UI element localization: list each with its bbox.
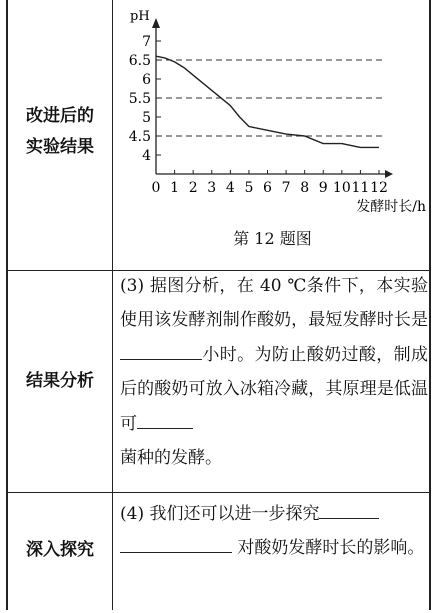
x-tick-label: 9 — [318, 180, 328, 196]
explore-paragraph — [120, 497, 428, 566]
answer-blank-4[interactable] — [120, 534, 232, 554]
results-label-line2: 实验结果 — [26, 137, 94, 157]
x-tick-label: 8 — [300, 180, 310, 196]
y-axis-arrow — [152, 18, 160, 28]
explore-label: 深入探究 — [26, 540, 94, 560]
row-divider — [8, 492, 429, 493]
x-tick-label: 5 — [244, 180, 254, 196]
answer-blank-2[interactable] — [137, 409, 193, 429]
ph-chart — [112, 0, 431, 226]
x-axis-arrow — [385, 170, 393, 178]
x-tick-label: 0 — [151, 180, 161, 196]
explore-text-b: 对酸奶发酵时长的影响。 — [237, 538, 425, 559]
analysis-text-c: 菌种的发酵。 — [120, 448, 222, 469]
y-tick-label: 5 — [142, 110, 151, 126]
x-tick-label: 10 — [332, 180, 351, 196]
x-tick-label: 7 — [281, 180, 291, 196]
x-tick-label: 1 — [170, 180, 180, 196]
y-tick-label: 6.5 — [128, 53, 151, 69]
figure-caption: 第 12 题图 — [233, 229, 312, 248]
ph-curve — [156, 56, 379, 147]
analysis-text-b: 小时。为防止酸奶过酸，制成后的酸奶可放入冰箱冷藏，其原理是低温可 — [120, 344, 428, 434]
x-tick-label: 6 — [263, 180, 272, 196]
y-tick-label: 4.5 — [128, 129, 151, 145]
y-tick-label: 7 — [142, 34, 151, 50]
results-label-line1: 改进后的 — [26, 106, 94, 126]
x-tick-label: 4 — [225, 180, 235, 196]
results-label — [8, 101, 112, 163]
analysis-text-a: (3) 据图分析，在 40 ℃条件下，本实验使用该发酵剂制作酸奶，最短发酵时长是 — [120, 276, 428, 331]
explore-text-a: (4) 我们还可以进一步探究 — [120, 504, 320, 524]
analysis-label: 结果分析 — [26, 371, 94, 391]
y-tick-label: 5.5 — [128, 91, 151, 107]
x-tick-label: 12 — [370, 180, 388, 196]
question-table — [6, 0, 431, 610]
answer-blank-1[interactable] — [120, 340, 202, 360]
x-tick-label: 2 — [188, 180, 198, 196]
analysis-paragraph — [120, 269, 428, 475]
y-tick-label: 6 — [142, 72, 151, 88]
answer-blank-3[interactable] — [319, 499, 379, 519]
y-tick-label: 4 — [142, 148, 151, 164]
x-tick-label: 3 — [207, 180, 217, 196]
x-axis-label: 发酵时长/h — [356, 199, 426, 215]
x-tick-label: 11 — [351, 180, 370, 196]
y-axis-label: pH — [130, 9, 150, 24]
